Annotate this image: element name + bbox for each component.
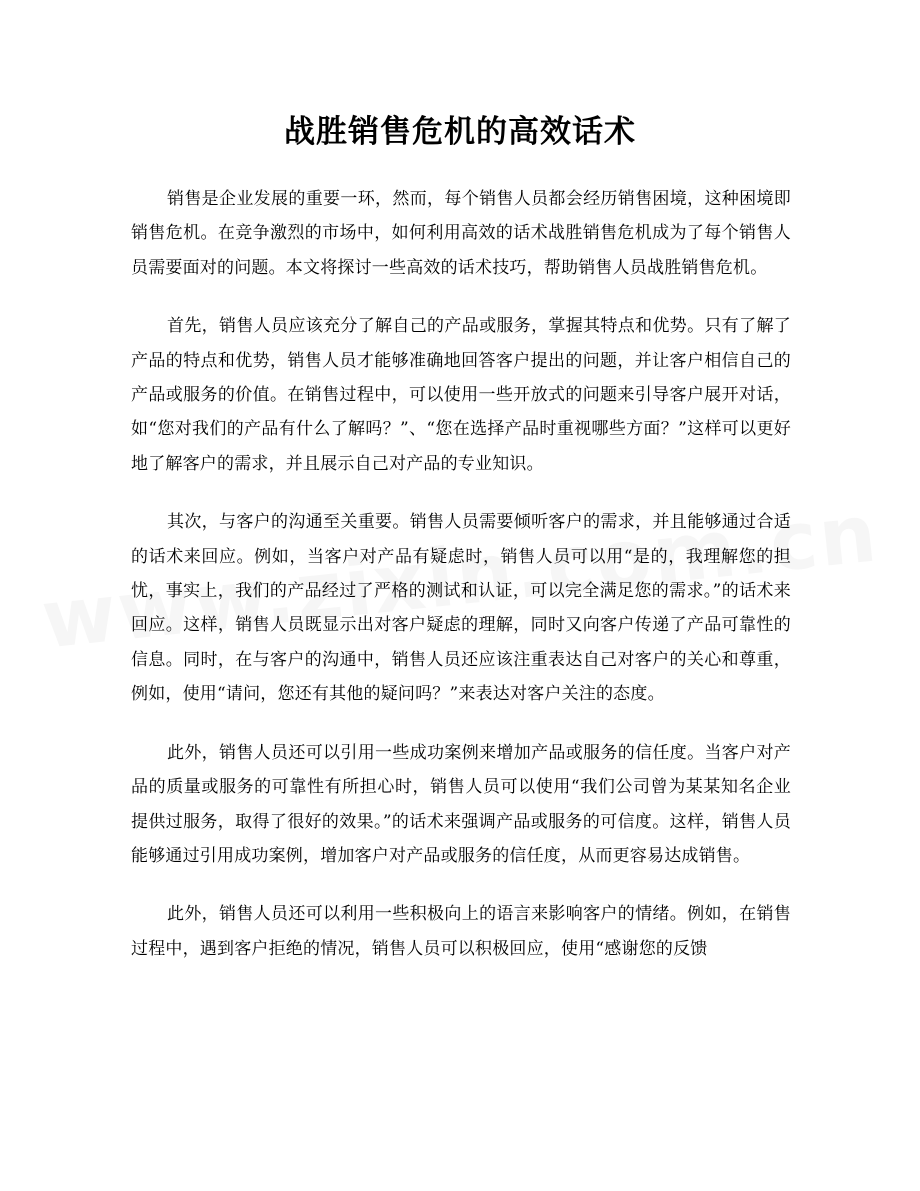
paragraph-1: 销售是企业发展的重要一环，然而，每个销售人员都会经历销售困境，这种困境即销售危机。在竞争激烈的市场中，如何利用高效的话术战胜销售危机成为了每个销售人员需要面对的问题。本文将探讨一些高效的话术技巧，帮助销售人员战胜销售危机。 — [131, 189, 791, 278]
paragraph-3: 其次，与客户的沟通至关重要。销售人员需要倾听客户的需求，并且能够通过合适的话术来回应。例如，当客户对产品有疑虑时，销售人员可以用“是的，我理解您的担忧，事实上，我们的产品经过了严格的测试和认证，可以完全满足您的需求。”的话术来回应。这样，销售人员既显示出对客户疑虑的理解，同时又向客户传递了产品可靠性的信息。同时，在与客户的沟通中，销售人员还应该注重表达自己对客户的关心和尊重，例如，使用“请问，您还有其他的疑问吗？”来表达对客户关注的态度。 — [131, 512, 791, 705]
document-body — [131, 182, 791, 990]
paragraph-5: 此外，销售人员还可以利用一些积极向上的语言来影响客户的情绪。例如，在销售过程中，遇到客户拒绝的情况，销售人员可以积极回应，使用“感谢您的反馈 — [131, 904, 791, 959]
paragraph-2: 首先，销售人员应该充分了解自己的产品或服务，掌握其特点和优势。只有了解了产品的特点和优势，销售人员才能够准确地回答客户提出的问题，并让客户相信自己的产品或服务的价值。在销售过程中，可以使用一些开放式的问题来引导客户展开对话，如“您对我们的产品有什么了解吗？”、“您在选择产品时重视哪些方面？”这样可以更好地了解客户的需求，并且展示自己对产品的专业知识。 — [131, 316, 791, 474]
paragraph-4: 此外，销售人员还可以引用一些成功案例来增加产品或服务的信任度。当客户对产品的质量或服务的可靠性有所担心时，销售人员可以使用“我们公司曾为某某知名企业提供过服务，取得了很好的效果。”的话术来强调产品或服务的可信度。这样，销售人员能够通过引用成功案例，增加客户对产品或服务的信任度，从而更容易达成销售。 — [131, 742, 791, 866]
document-title: 战胜销售危机的高效话术 — [284, 114, 636, 150]
